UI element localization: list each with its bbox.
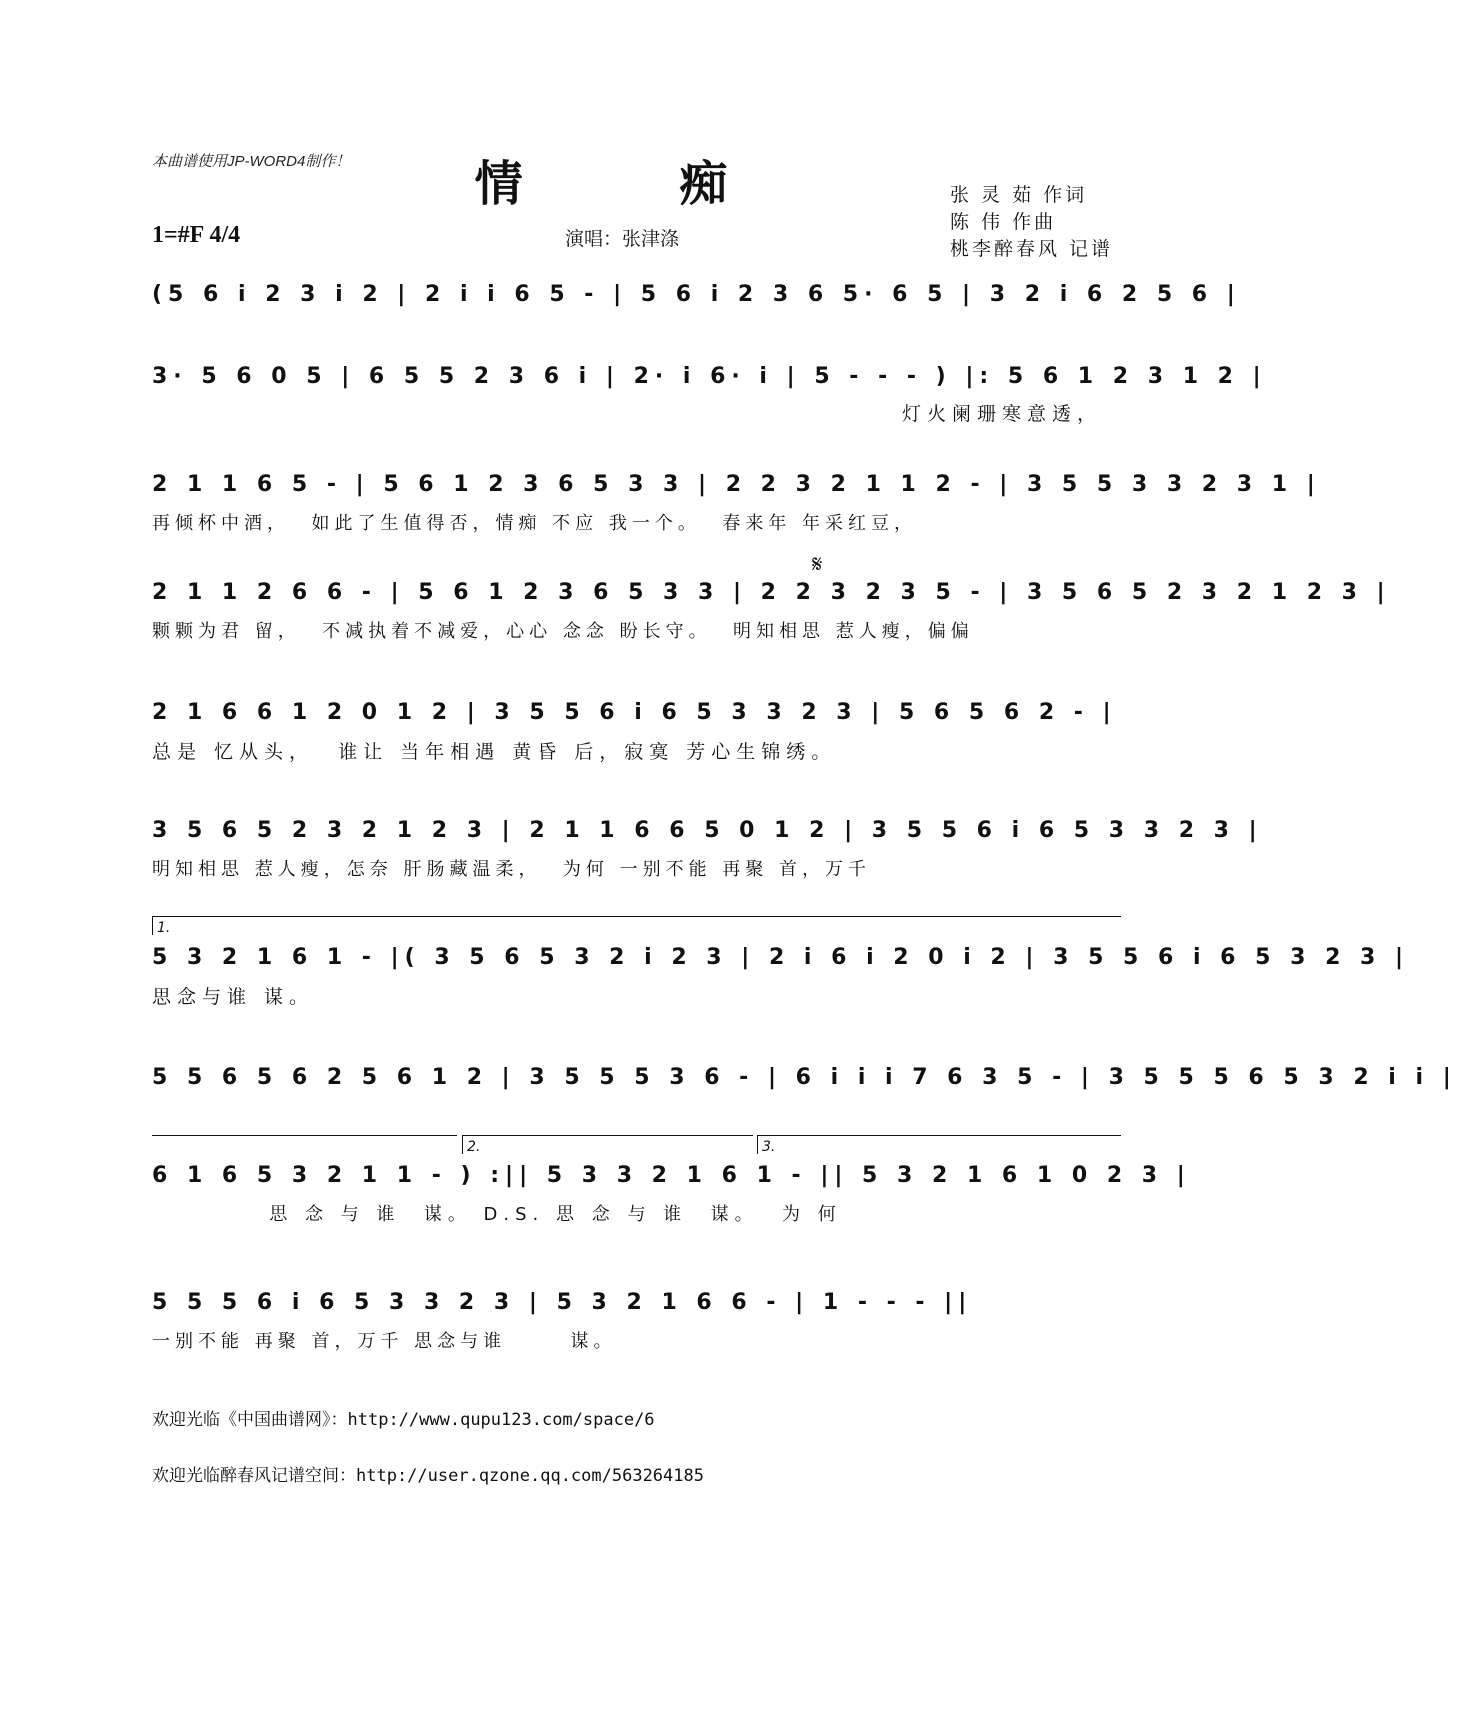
lyricist: 张 灵 茹 作词 [950,184,1088,206]
notation-line: 6 1 6 5 3 2 1 1 - ) :|| 5 3 3 2 1 6 1 - || 5 3 2 1 6 1 0 2 3 | [152,1163,1191,1188]
lyrics-line: 思念与谁 谋。 [152,986,315,1008]
system-7 [152,945,1410,1009]
system-8 [152,1065,1457,1090]
notation-line: 2 1 1 6 5 - | 5 6 1 2 3 6 5 3 3 | 2 2 3 2 1 1 2 - | 3 5 5 3 3 2 3 1 | [152,472,1321,497]
notation-line: 5 5 5 6 i 6 5 3 3 2 3 | 5 3 2 1 6 6 - | 1 - - - || [152,1290,973,1315]
segno-sign: 𝄋 [812,550,823,578]
notation-line: 2 1 1 2 6 6 - | 5 6 1 2 3 6 5 3 3 | 2 2 3 2 3 5 - | 3 5 6 5 2 3 2 1 2 3 | [152,580,1391,605]
volta-bracket [462,1135,753,1154]
volta-label: 1. [157,920,171,936]
system-3 [152,472,1321,535]
lyrics-line: 总是 忆从头， 谁让 当年相遇 黄昏 后，寂寞 芳心生锦绣。 [152,741,837,763]
credit-note: 本曲谱使用JP-WORD4制作！ [152,153,351,170]
footer-link-1[interactable]: 欢迎光临《中国曲谱网》：http://www.qupu123.com/space/6 [152,1410,655,1430]
notation-line: (5 6 i 2 3 i 2 | 2 i i 6 5 - | 5 6 i 2 3 6 5· 6 5 | 3 2 i 6 2 5 6 | [152,282,1241,307]
lyrics-line: 颗颗为君 留， 不减执着不减爱，心心 念念 盼长守。 明知相思 惹人瘦，偏偏 [152,621,974,642]
volta-bracket [152,916,1121,935]
transcriber: 桃李醉春风 记谱 [950,238,1114,260]
system-5 [152,700,1120,764]
system-1 [152,282,1241,307]
volta-label: 3. [762,1139,776,1155]
notation-line: 3· 5 6 0 5 | 6 5 5 2 3 6 i | 2· i 6· i | 5 - - - ) |: 5 6 1 2 3 1 2 | [152,364,1267,389]
composer: 陈 伟 作曲 [950,211,1057,233]
system-9 [152,1163,1191,1226]
singer: 演唱：张津涤 [565,228,680,250]
notation-line: 5 3 2 1 6 1 - |( 3 5 6 5 3 2 i 2 3 | 2 i 6 i 2 0 i 2 | 3 5 5 6 i 6 5 3 2 3 | [152,945,1410,970]
volta-bracket [152,1135,457,1154]
volta-bracket [757,1135,1121,1154]
key-signature: 1=#F 4/4 [152,222,241,248]
system-6 [152,818,1263,881]
volta-label: 2. [467,1139,481,1155]
notation-line: 2 1 6 6 1 2 0 1 2 | 3 5 5 6 i 6 5 3 3 2 3 | 5 6 5 6 2 - | [152,700,1117,725]
footer-link-2[interactable]: 欢迎光临醉春风记谱空间：http://user.qzone.qq.com/563264185 [152,1466,704,1486]
notation-line: 5 5 6 5 6 2 5 6 1 2 | 3 5 5 5 3 6 - | 6 i i i 7 6 3 5 - | 3 5 5 5 6 5 3 2 i i | [152,1065,1457,1090]
lyrics-line: 明知相思 惹人瘦，怎奈 肝肠藏温柔， 为何 一别不能 再聚 首，万千 [152,859,872,880]
lyrics-line: 思 念 与 谁 谋。 D.S. 思 念 与 谁 谋。 为 何 [152,1204,842,1225]
notation-line: 3 5 6 5 2 3 2 1 2 3 | 2 1 1 6 6 5 0 1 2 | 3 5 5 6 i 6 5 3 3 2 3 | [152,818,1263,843]
lyrics-line: 一别不能 再聚 首，万千 思念与谁 谋。 [152,1331,617,1352]
credits [950,182,1113,263]
page-title: 情 痴 [474,156,798,212]
system-2 [152,364,1267,426]
lyrics-line: 再倾杯中酒， 如此了生值得否，情痴 不应 我一个。 春来年 年采红豆， [152,513,918,534]
system-10 [152,1290,1120,1353]
system-4 [152,550,1391,643]
lyrics-line: 灯火阑珊寒意透， [902,403,1103,425]
